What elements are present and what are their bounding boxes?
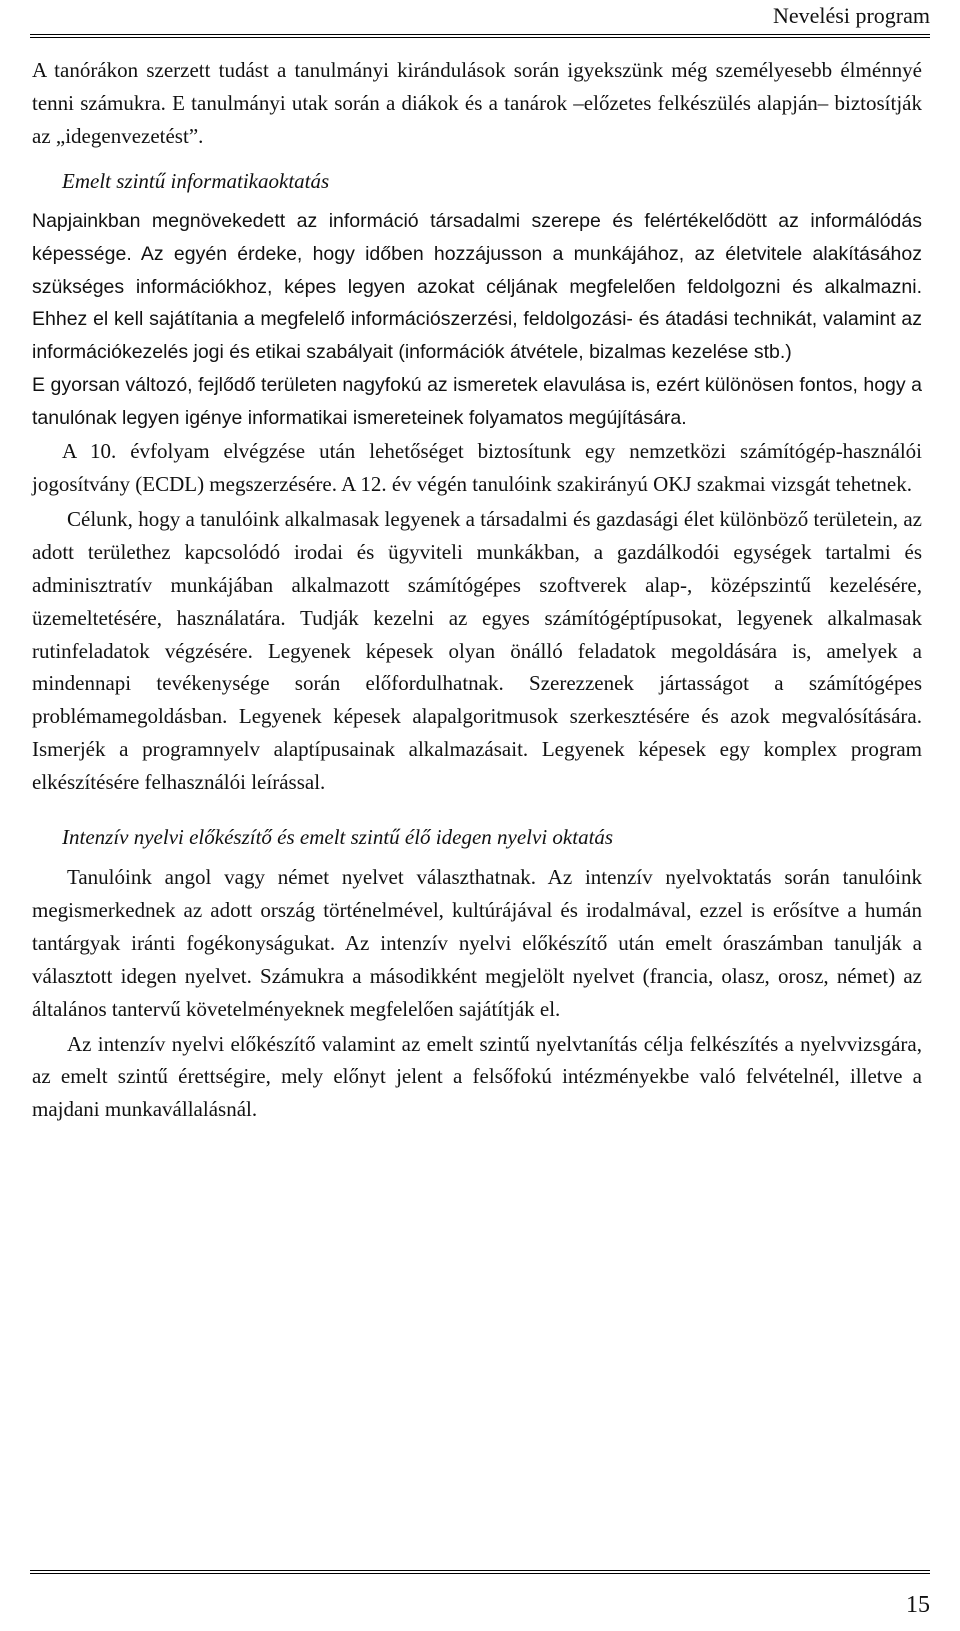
- informatics-paragraph-ecdl: A 10. évfolyam elvégzése után lehetőséget biztosítunk egy nemzetközi számítógép-használói jogosítvány (ECDL) megszerzésére. A 12. év végén tanulóink szakirányú OKJ szakmai vizsgát tehetnek.: [32, 439, 922, 496]
- document-body: [32, 54, 922, 1126]
- informatics-paragraph-goals: Célunk, hogy a tanulóink alkalmasak legyenek a társadalmi és gazdasági élet különböző területein, az adott területhez kapcsolódó irodai és ügyviteli munkákban, a gazdálkodói egységek tartalmi és adminisztratív munkájában alkalmazott számítógépes szoftverek alap-, középszintű kezelésére, üzemeltetésére, használatára. Tudják kezelni az egyes számítógéptípusokat, legyenek alkalmasak rutinfeladatok végzésére. Legyenek képesek olyan önálló feladatok megoldására is, amelyek a mindennapi tevékenysége során előfordulhatnak. Szerezzenek jártasságot a számítógépes problémamegoldásban. Legyenek képesek alapalgoritmusok szerkesztésére és azok megvalósítására. Ismerjék a programnyelv alaptípusainak alkalmazásait. Legyenek képesek egy komplex program elkészítésére felhasználói leírással.: [32, 506, 922, 795]
- footer-divider: [30, 1570, 930, 1574]
- intro-paragraph: A tanórákon szerzett tudást a tanulmányi kirándulások során igyekszünk még személyesebb élménnyé tenni számukra. E tanulmányi utak során a diákok és a tanárok –előzetes felkészülés alapján– biztosítják az „idegenvezetést”.: [32, 58, 922, 148]
- page-number: 15: [906, 1592, 930, 1618]
- languages-paragraph-2: Az intenzív nyelvi előkészítő valamint az emelt szintű nyelvtanítás célja felkészítés a nyelvvizsgára, az emelt szintű érettségire, mely előnyt jelent a felsőfokú intézményekbe való felvételnél, illetve a majdani munkavállalásnál.: [32, 1031, 922, 1122]
- page-header: [0, 0, 960, 40]
- section-heading-informatics: Emelt szintű informatikaoktatás: [62, 168, 330, 193]
- informatics-paragraph-1: Napjainkban megnövekedett az információ társadalmi szerepe és felértékelődött az informálódás képessége. Az egyén érdeke, hogy időben hozzájusson a munkájához, az életvitele alakításához szükséges információkhoz, képes legyen azokat céljának megfelelően feldolgozni és alkalmazni. Ehhez el kell sajátítania a megfelelő információszerzési, feldolgozási- és átadási technikát, valamint az információkezelés jogi és etikai szabályait (információk átvétele, bizalmas kezelése stb.): [32, 209, 922, 364]
- section-heading-languages: Intenzív nyelvi előkészítő és emelt szintű élő idegen nyelvi oktatás: [62, 825, 614, 850]
- header-divider: [30, 34, 930, 38]
- running-header-title: Nevelési program: [773, 3, 930, 28]
- languages-paragraph-1: Tanulóink angol vagy német nyelvet választhatnak. Az intenzív nyelvoktatás során tanulóink megismerkednek az adott ország történelmével, kultúrájával és irodalmával, ezzel is erősítve a humán tantárgyak iránti fogékonyságukat. Az intenzív nyelvi előkészítő után emelt óraszámban tanulják a választott idegen nyelvet. Számukra a másodikként megjelölt nyelvet (francia, olasz, orosz, német) az általános tantervű követelményeknek megfelelően sajátítják el.: [32, 865, 922, 1021]
- page-footer: [0, 1570, 960, 1631]
- informatics-paragraph-2: E gyorsan változó, fejlődő területen nagyfokú az ismeretek elavulása is, ezért különösen fontos, hogy a tanulónak legyen igénye informatikai ismereteinek folyamatos megújítására.: [32, 374, 922, 430]
